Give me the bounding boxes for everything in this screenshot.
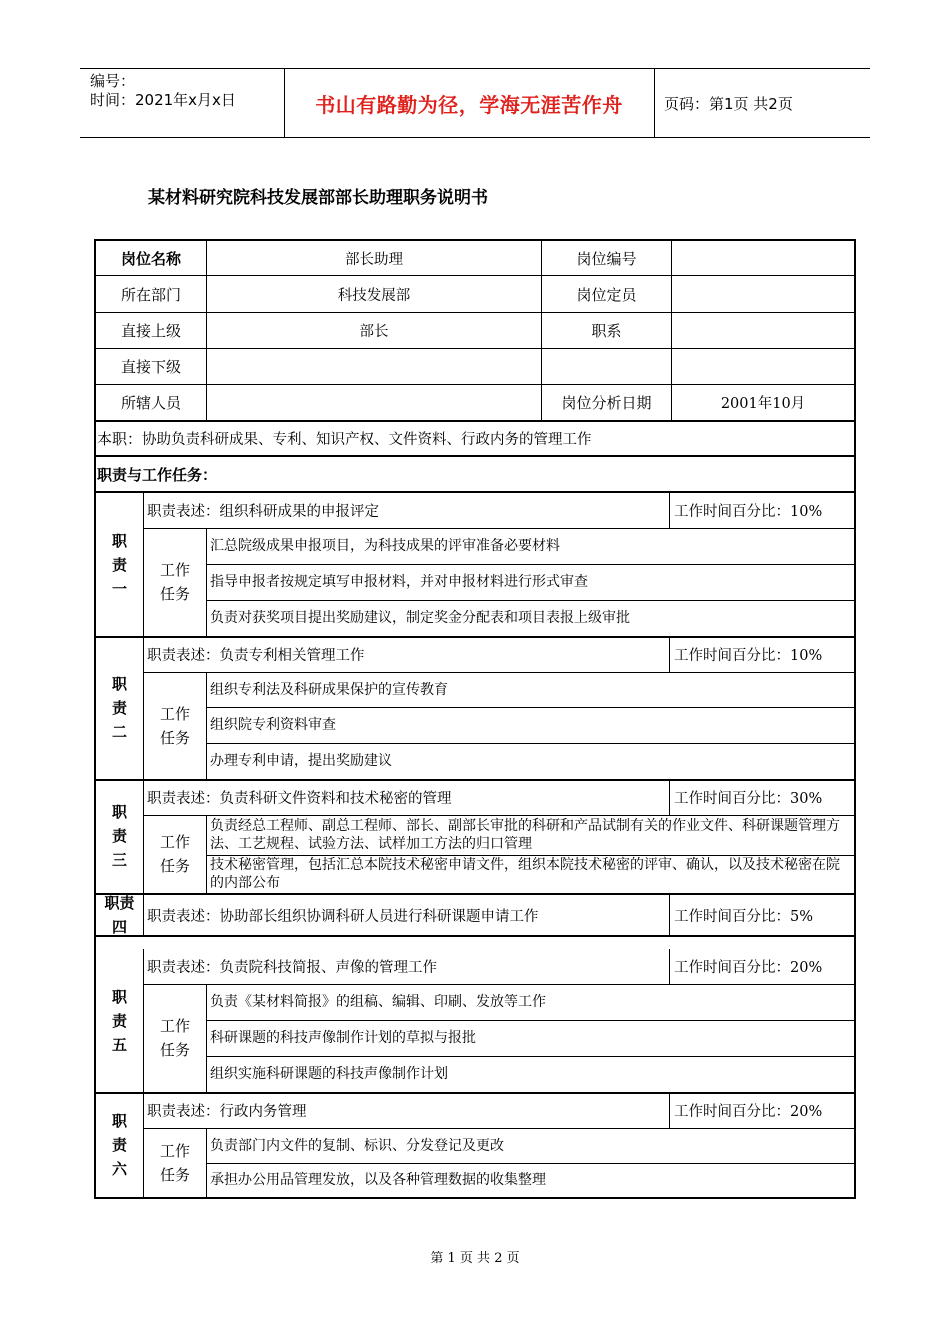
header-divider xyxy=(654,69,655,137)
grid-line xyxy=(206,672,207,779)
work-task-item: 负责经总工程师、副总工程师、部长、副部长审批的科研和产品试制有关的作业文件、科研课题管理方法、工艺规程、试验方法、试样加工方法的归口管理 xyxy=(210,818,840,852)
work-task-char: 工作 xyxy=(159,1141,190,1160)
position-code-label: 岗位编号 xyxy=(576,249,637,268)
duty-number-label xyxy=(96,895,143,935)
work-task-label xyxy=(144,815,206,893)
duty-number-char: 五 xyxy=(111,1035,127,1054)
table-border xyxy=(94,1197,856,1199)
main-duty-row xyxy=(97,422,853,455)
subordinate-value xyxy=(207,349,541,384)
main-duty-label: 本职： xyxy=(97,430,143,448)
main-duty-text: 协助负责科研成果、专利、知识产权、文件资料、行政内务的管理工作 xyxy=(142,432,592,448)
duty-number-char: 三 xyxy=(111,851,127,869)
position-quota-label: 岗位定员 xyxy=(576,285,637,304)
page-header xyxy=(80,68,870,138)
duty-statement: 职责表述：负责院科技简报、声像的管理工作 xyxy=(147,960,437,976)
header-page-info: 页码：第1页 共2页 xyxy=(664,94,793,113)
duty-number-char: 职 xyxy=(111,1111,127,1130)
work-task-char: 任务 xyxy=(159,1041,190,1059)
department-value: 科技发展部 xyxy=(337,287,411,304)
grid-line xyxy=(669,636,670,672)
work-task-label xyxy=(144,672,206,779)
work-task-item: 办理专利申请，提出奖励建议 xyxy=(210,753,392,769)
grid-line xyxy=(143,895,144,935)
grid-line xyxy=(206,528,207,636)
document-title: 某材料研究院科技发展部部长助理职务说明书 xyxy=(148,188,488,208)
grid-line xyxy=(669,493,670,528)
duty-number-label xyxy=(96,1092,143,1197)
job-series-label: 职系 xyxy=(591,322,622,340)
duty-number-char: 责 xyxy=(111,555,127,574)
duty-time-percent: 工作时间百分比：10% xyxy=(674,504,823,520)
duty-time-percent: 工作时间百分比：30% xyxy=(674,790,823,807)
duty-number-char: 六 xyxy=(111,1159,127,1178)
duty-number-label xyxy=(96,493,143,636)
work-task-label xyxy=(144,528,206,636)
page-footer: 第 1 页 共 2 页 xyxy=(430,1251,520,1266)
work-task-item: 组织院专利资料审查 xyxy=(210,717,336,733)
grid-line xyxy=(669,1092,670,1128)
grid-line xyxy=(206,815,207,893)
duty-time-percent: 工作时间百分比：10% xyxy=(674,647,823,664)
staff-label: 所辖人员 xyxy=(120,394,181,412)
work-task-char: 任务 xyxy=(159,585,190,603)
header-motto: 书山有路勤为径，学海无涯苦作舟 xyxy=(315,92,623,117)
subordinate-label: 直接下级 xyxy=(120,358,181,376)
work-task-item: 科研课题的科技声像制作计划的草拟与报批 xyxy=(210,1030,476,1046)
work-task-char: 任务 xyxy=(159,1165,190,1184)
duty-number-label xyxy=(96,949,143,1092)
work-task-char: 工作 xyxy=(159,833,190,851)
duty-time-percent: 工作时间百分比：20% xyxy=(674,1103,823,1120)
duty-number-char: 责 xyxy=(111,1135,127,1154)
superior-label: 直接上级 xyxy=(120,322,181,340)
analysis-date-label: 岗位分析日期 xyxy=(561,394,652,412)
analysis-date-value: 2001年10月 xyxy=(720,396,806,412)
duty-number-char: 二 xyxy=(111,722,127,741)
work-task-item: 负责对获奖项目提出奖励建议，制定奖金分配表和项目表报上级审批 xyxy=(210,610,630,626)
position-code-value xyxy=(672,241,854,275)
work-task-item: 承担办公用品管理发放，以及各种管理数据的收集整理 xyxy=(210,1172,546,1188)
work-task-item: 组织实施科研课题的科技声像制作计划 xyxy=(210,1066,448,1082)
duty-statement: 职责表述：负责科研文件资料和技术秘密的管理 xyxy=(147,790,452,807)
work-task-char: 工作 xyxy=(159,561,190,579)
department-label: 所在部门 xyxy=(120,285,181,304)
work-task-item: 指导申报者按规定填写申报材料，并对申报材料进行形式审查 xyxy=(210,574,588,590)
work-task-char: 任务 xyxy=(159,857,190,875)
document-number-label: 编号： xyxy=(90,72,136,90)
duty-number-label xyxy=(96,779,143,893)
superior-value: 部长 xyxy=(359,324,389,340)
work-task-item: 负责部门内文件的复制、标识、分发登记及更改 xyxy=(210,1137,504,1154)
work-task-char: 任务 xyxy=(159,728,190,747)
work-task-item: 组织专利法及科研成果保护的宣传教育 xyxy=(210,681,448,698)
duty-time-percent: 工作时间百分比：20% xyxy=(674,960,823,976)
duty-statement: 职责表述：组织科研成果的申报评定 xyxy=(147,504,379,520)
duty-number-char: 一 xyxy=(111,579,127,598)
position-quota-value xyxy=(672,276,854,312)
duty-number-char: 责 xyxy=(111,827,127,845)
work-task-item: 汇总院级成果申报项目，为科技成果的评审准备必要材料 xyxy=(210,538,560,554)
staff-value xyxy=(207,385,541,420)
duty-number-char: 职 xyxy=(111,803,127,821)
grid-line xyxy=(669,895,670,935)
position-name-label: 岗位名称 xyxy=(120,249,181,268)
grid-line xyxy=(669,949,670,984)
job-description-table xyxy=(94,239,856,1199)
duty-statement: 职责表述：负责专利相关管理工作 xyxy=(147,647,365,664)
duty-statement: 职责表述：协助部长组织协调科研人员进行科研课题申请工作 xyxy=(147,908,539,925)
work-task-label xyxy=(144,984,206,1092)
work-task-char: 工作 xyxy=(159,704,190,723)
position-name-value: 部长助理 xyxy=(345,251,403,268)
job-series-value xyxy=(672,313,854,348)
grid-line xyxy=(669,779,670,815)
duties-section-header: 职责与工作任务： xyxy=(97,465,218,484)
work-task-label xyxy=(144,1128,206,1197)
work-task-char: 工作 xyxy=(159,1017,190,1035)
header-meta xyxy=(90,72,236,110)
duty-time-percent: 工作时间百分比：5% xyxy=(674,908,814,925)
work-task-item: 技术秘密管理，包括汇总本院技术秘密申请文件，组织本院技术秘密的评审、确认，以及技术秘密在院的内部公布 xyxy=(210,857,840,891)
duty-number-char: 责 xyxy=(111,1011,127,1030)
duty-statement: 职责表述：行政内务管理 xyxy=(147,1103,307,1120)
duty-number-char: 四 xyxy=(111,918,127,936)
grid-line xyxy=(94,935,856,937)
duty-number-char: 职 xyxy=(111,674,127,693)
duty-number-char: 责 xyxy=(111,698,127,717)
duty-number-label xyxy=(96,636,143,779)
duty-number-char: 职责 xyxy=(104,894,135,912)
document-time: 时间：2021年x月x日 xyxy=(90,91,236,109)
work-task-item: 负责《某材料简报》的组稿、编辑、印刷、发放等工作 xyxy=(210,994,546,1010)
duty-number-char: 职 xyxy=(111,531,127,550)
grid-line xyxy=(206,984,207,1092)
duty-number-char: 职 xyxy=(111,987,127,1006)
